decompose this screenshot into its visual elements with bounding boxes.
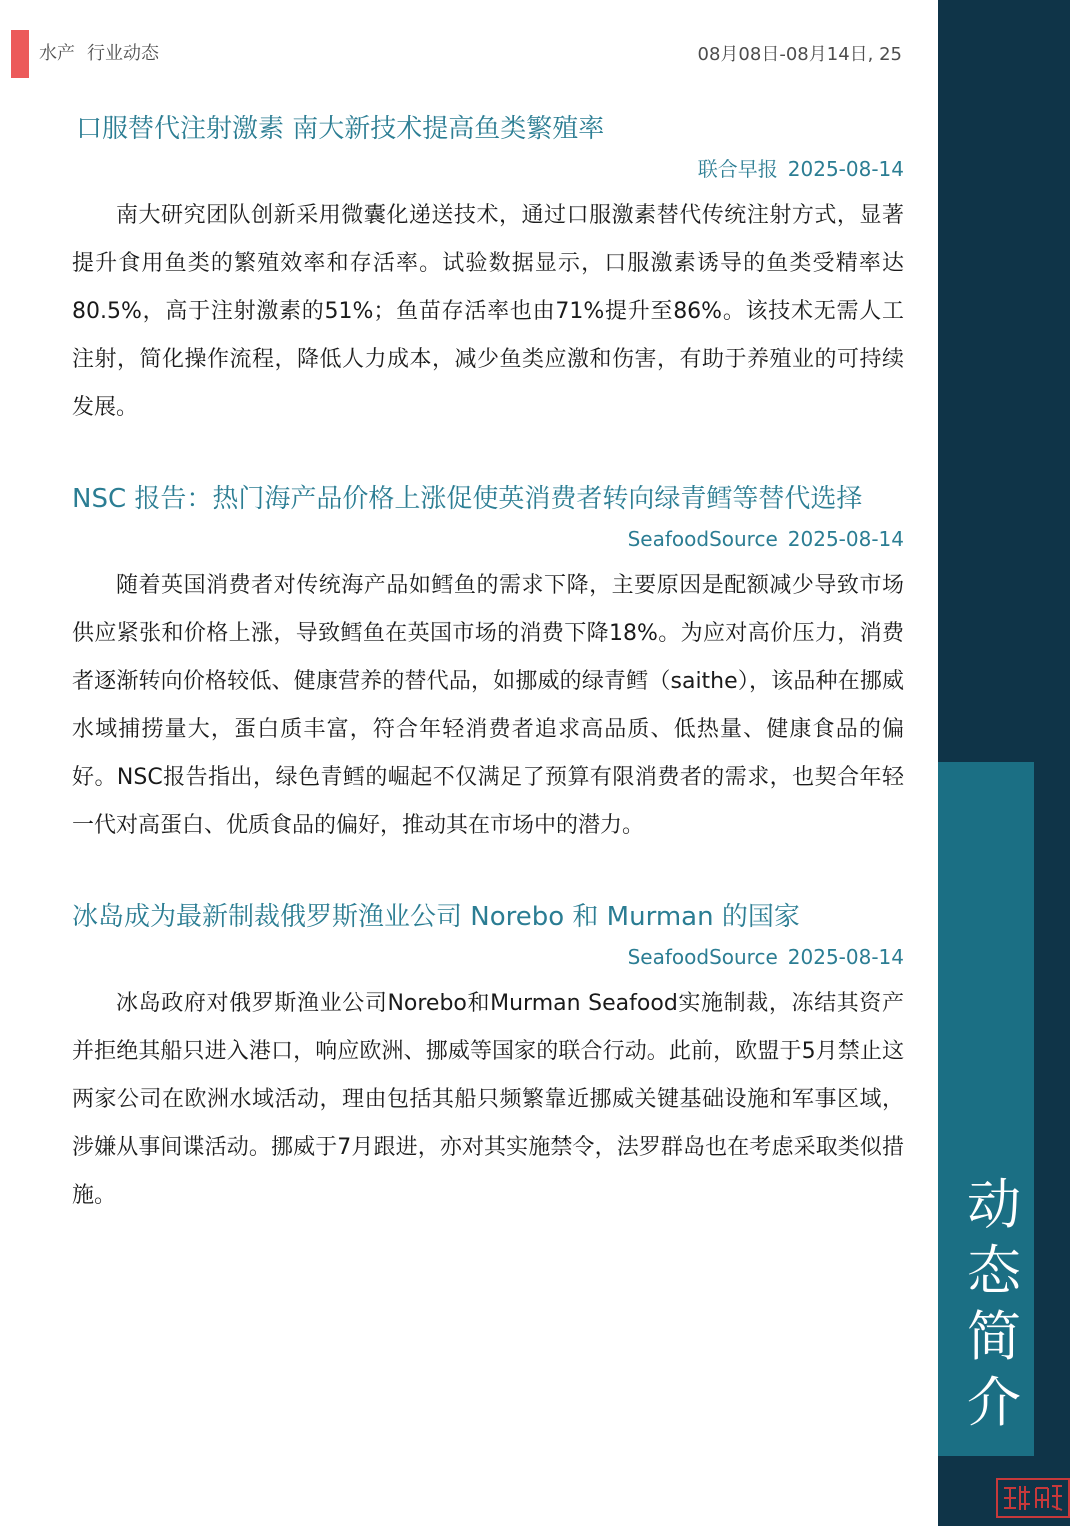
article-source: SeafoodSource [627,945,778,969]
article-date: 2025-08-14 [787,157,904,181]
article-source: 联合早报 [697,157,778,181]
article-body: 冰岛政府对俄罗斯渔业公司Norebo和Murman Seafood实施制裁，冻结其资产并拒绝其船只进入港口，响应欧洲、挪威等国家的联合行动。此前，欧盟于5月禁止这两家公司在欧洲水域活动，理由包括其船只频繁靠近挪威关键基础设施和军事区域，涉嫌从事间谍活动。挪威于7月跟进，亦对其实施禁令，法罗群岛也在考虑采取类似措施。 [72,991,904,1208]
article-title: 冰岛成为最新制裁俄罗斯渔业公司 Norebo 和 Murman 的国家 [72,902,800,932]
header-date-range: 08月08日-08月14日, 25 [697,44,902,65]
article-title: NSC 报告：热门海产品价格上涨促使英消费者转向绿青鳕等替代选择 [72,484,863,514]
article [72,482,904,850]
article-date: 2025-08-14 [787,945,904,969]
sidebar-title-char: 态 [967,1239,1021,1302]
sidebar-title [938,1172,1050,1436]
article-body: 随着英国消费者对传统海产品如鳕鱼的需求下降，主要原因是配额减少导致市场供应紧张和价格上涨，导致鳕鱼在英国市场的消费下降18%。为应对高价压力，消费者逐渐转向价格较低、健康营养的替代品，如挪威的绿青鳕（saithe），该品种在挪威水域捕捞量大，蛋白质丰富，符合年轻消费者追求高品质、低热量、健康食品的偏好。NSC报告指出，绿色青鳕的崛起不仅满足了预算有限消费者的需求，也契合年轻一代对高蛋白、优质食品的偏好，推动其在市场中的潜力。 [72,573,904,838]
header-category-label: 行业动态 [87,43,159,64]
sidebar-title-char: 动 [967,1173,1021,1236]
article-body: 南大研究团队创新采用微囊化递送技术，通过口服激素替代传统注射方式，显著提升食用鱼类的繁殖效率和存活率。试验数据显示，口服激素诱导的鱼类受精率达80.5%，高于注射激素的51%；鱼苗存活率也由71%提升至86%。该技术无需人工注射，简化操作流程，降低人力成本，减少鱼类应激和伤害，有助于养殖业的可持续发展。 [72,203,904,420]
header-accent-bar [11,30,29,78]
seal-stamp-icon [996,1478,1070,1518]
article [72,112,904,432]
article-date: 2025-08-14 [787,527,904,551]
article-meta [72,526,904,552]
article-source: SeafoodSource [627,527,778,551]
header-section-label: 水产 [39,43,75,64]
article-meta [72,944,904,970]
sidebar-title-char: 简 [967,1305,1021,1368]
header-section [39,39,159,65]
article-title: 口服替代注射激素 南大新技术提高鱼类繁殖率 [76,114,605,144]
sidebar-title-char: 介 [967,1371,1021,1434]
article-meta [72,156,904,182]
article [72,900,904,1220]
